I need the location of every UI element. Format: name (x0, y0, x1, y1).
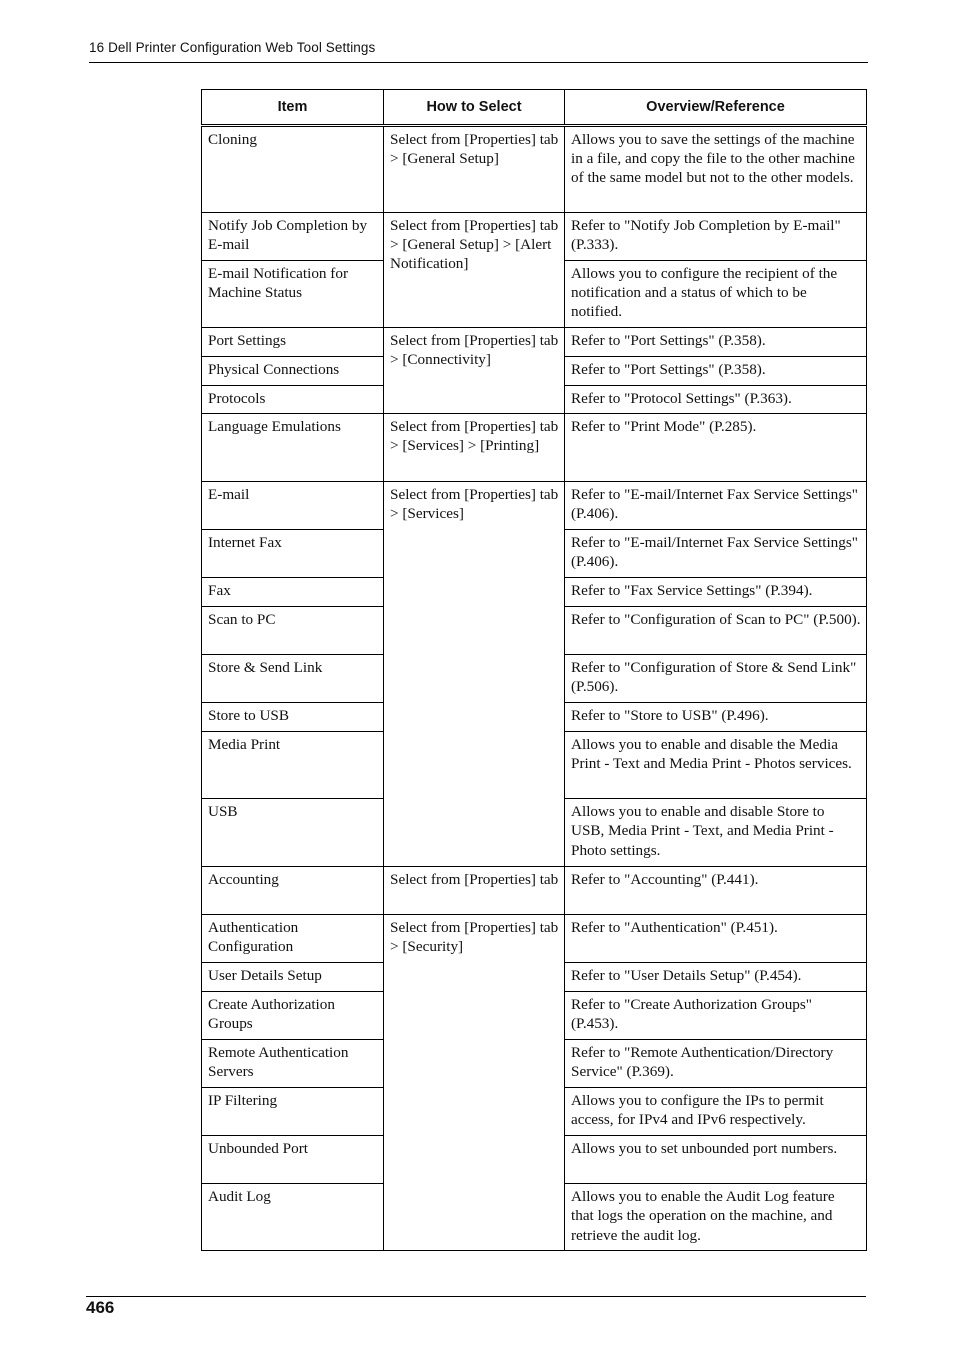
table-row (202, 328, 867, 357)
overview-cell: Refer to "Fax Service Settings" (P.394). (565, 578, 867, 607)
column-header-overview-reference: Overview/Reference (565, 90, 867, 126)
running-header: 16 Dell Printer Configuration Web Tool Settings (89, 40, 376, 55)
header-rule (89, 62, 868, 63)
overview-cell: Refer to "Configuration of Store & Send Link" (P.506). (565, 655, 867, 703)
column-header-how-to-select: How to Select (384, 90, 565, 126)
footer-rule (86, 1296, 866, 1297)
table-row (202, 915, 867, 963)
overview-cell: Refer to "E-mail/Internet Fax Service Settings" (P.406). (565, 482, 867, 530)
item-cell: Cloning (202, 126, 384, 213)
how-to-select-cell: Select from [Properties] tab > [Services] (384, 482, 565, 867)
overview-cell: Refer to "Create Authorization Groups" (P.453). (565, 992, 867, 1040)
item-cell: Internet Fax (202, 530, 384, 578)
overview-cell: Refer to "Configuration of Scan to PC" (P.500). (565, 607, 867, 655)
item-cell: Notify Job Completion by E-mail (202, 213, 384, 261)
how-to-select-cell: Select from [Properties] tab > [Security] (384, 915, 565, 1251)
item-cell: Media Print (202, 732, 384, 799)
overview-cell: Allows you to configure the recipient of the notification and a status of which to be notified. (565, 261, 867, 328)
overview-cell: Allows you to set unbounded port numbers. (565, 1136, 867, 1184)
table-row (202, 867, 867, 915)
item-cell: Audit Log (202, 1184, 384, 1251)
item-cell: Store & Send Link (202, 655, 384, 703)
item-cell: Create Authorization Groups (202, 992, 384, 1040)
item-cell: Physical Connections (202, 357, 384, 386)
table-row (202, 126, 867, 213)
overview-cell: Allows you to configure the IPs to permit access, for IPv4 and IPv6 respectively. (565, 1088, 867, 1136)
item-cell: Port Settings (202, 328, 384, 357)
item-cell: E-mail (202, 482, 384, 530)
how-to-select-cell: Select from [Properties] tab > [General Setup] > [Alert Notification] (384, 213, 565, 328)
how-to-select-cell: Select from [Properties] tab (384, 867, 565, 915)
how-to-select-cell: Select from [Properties] tab > [Connectivity] (384, 328, 565, 414)
overview-cell: Refer to "Print Mode" (P.285). (565, 414, 867, 482)
item-cell: Language Emulations (202, 414, 384, 482)
item-cell: Scan to PC (202, 607, 384, 655)
item-cell: Accounting (202, 867, 384, 915)
item-cell: Remote Authentication Servers (202, 1040, 384, 1088)
column-header-item: Item (202, 90, 384, 126)
overview-cell: Refer to "Notify Job Completion by E-mail" (P.333). (565, 213, 867, 261)
overview-cell: Refer to "Accounting" (P.441). (565, 867, 867, 915)
table-row (202, 213, 867, 261)
item-cell: Unbounded Port (202, 1136, 384, 1184)
overview-cell: Refer to "Store to USB" (P.496). (565, 703, 867, 732)
table-row (202, 414, 867, 482)
item-cell: E-mail Notification for Machine Status (202, 261, 384, 328)
overview-cell: Refer to "Authentication" (P.451). (565, 915, 867, 963)
how-to-select-cell: Select from [Properties] tab > [Services] > [Printing] (384, 414, 565, 482)
item-cell: User Details Setup (202, 963, 384, 992)
item-cell: IP Filtering (202, 1088, 384, 1136)
item-cell: Fax (202, 578, 384, 607)
overview-cell: Refer to "Port Settings" (P.358). (565, 328, 867, 357)
table-row (202, 482, 867, 530)
item-cell: Authentication Configuration (202, 915, 384, 963)
overview-cell: Allows you to enable and disable Store to USB, Media Print - Text, and Media Print - Photo settings. (565, 799, 867, 867)
page-number: 466 (86, 1298, 115, 1317)
overview-cell: Allows you to enable and disable the Media Print - Text and Media Print - Photos services. (565, 732, 867, 799)
item-cell: Protocols (202, 386, 384, 414)
item-cell: Store to USB (202, 703, 384, 732)
how-to-select-cell: Select from [Properties] tab > [General Setup] (384, 126, 565, 213)
overview-cell: Refer to "Protocol Settings" (P.363). (565, 386, 867, 414)
overview-cell: Allows you to save the settings of the machine in a file, and copy the file to the other machine of the same model but not to the other models. (565, 126, 867, 213)
table-header-row (202, 90, 867, 126)
item-cell: USB (202, 799, 384, 867)
overview-cell: Allows you to enable the Audit Log feature that logs the operation on the machine, and retrieve the audit log. (565, 1184, 867, 1251)
overview-cell: Refer to "User Details Setup" (P.454). (565, 963, 867, 992)
settings-table (201, 89, 867, 1251)
overview-cell: Refer to "E-mail/Internet Fax Service Settings" (P.406). (565, 530, 867, 578)
overview-cell: Refer to "Port Settings" (P.358). (565, 357, 867, 386)
overview-cell: Refer to "Remote Authentication/Directory Service" (P.369). (565, 1040, 867, 1088)
